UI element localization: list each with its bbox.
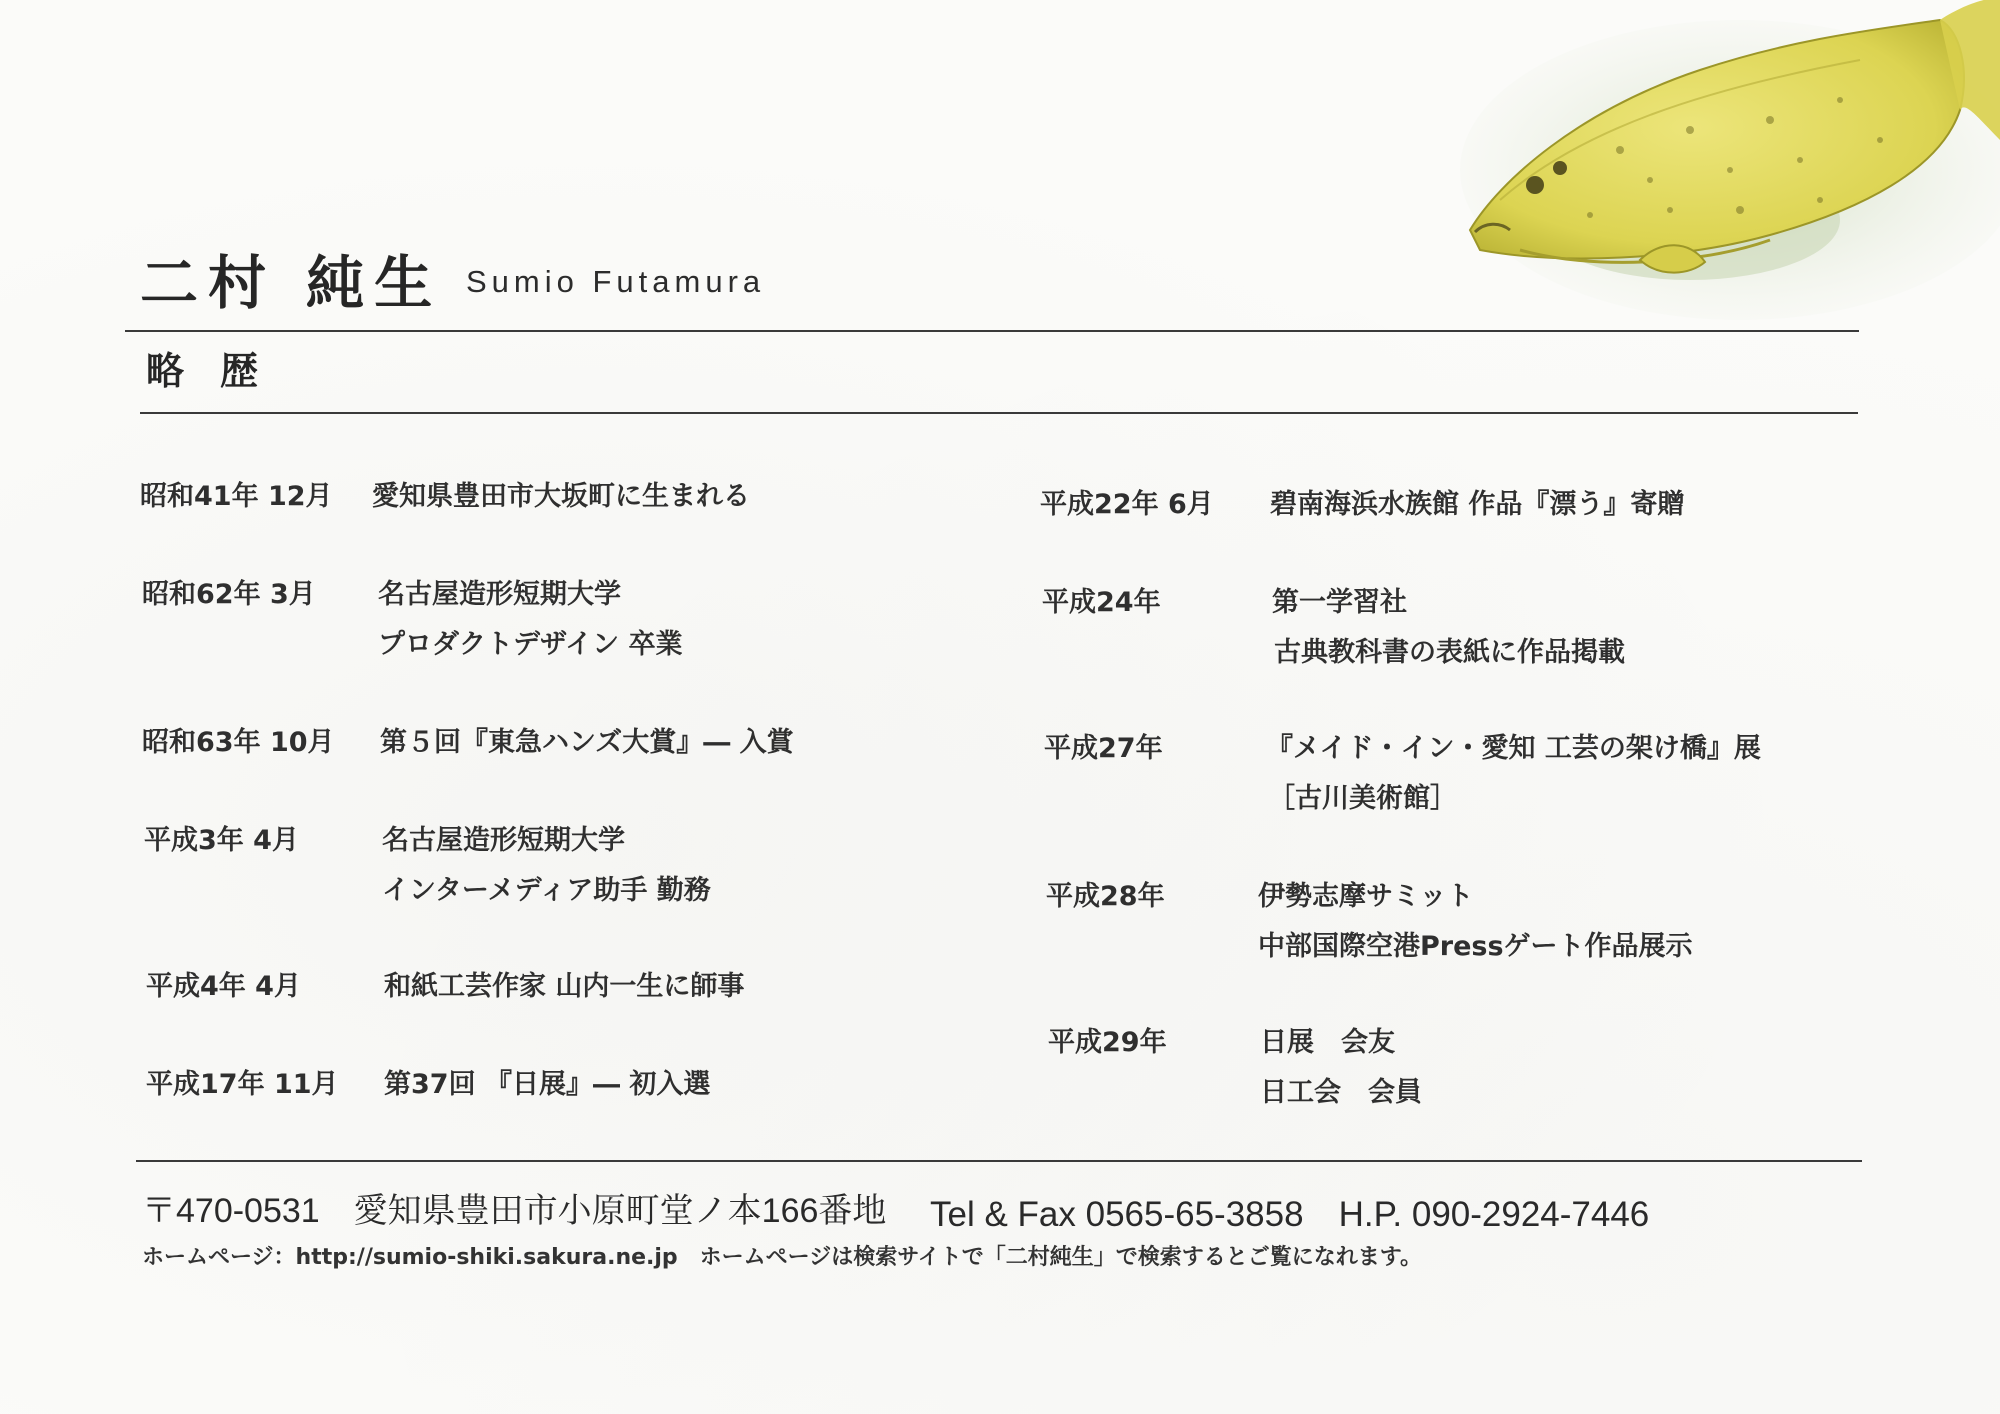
career-text: 日工会 会員 (1260, 1077, 1422, 1108)
career-text: 第37回 『日展』― 初入選 (384, 1069, 711, 1100)
career-date: 平成22年 6月 (1040, 489, 1214, 520)
name-japanese: 二村 純生 (140, 249, 443, 317)
career-date: 昭和63年 10月 (142, 727, 335, 758)
career-date: 平成4年 4月 (146, 971, 301, 1002)
career-text: 第一学習社 (1272, 587, 1407, 618)
section-divider (140, 412, 1858, 414)
flounder-fish-icon (1440, 0, 2000, 330)
career-text: 『メイド・イン・愛知 工芸の架け橋』展 (1266, 733, 1761, 764)
career-date: 平成3年 4月 (144, 825, 299, 856)
career-text: 和紙工芸作家 山内一生に師事 (384, 971, 745, 1002)
career-text: 碧南海浜水族館 作品『漂う』寄贈 (1270, 489, 1685, 520)
phone-contact: Tel & Fax 0565-65-3858 H.P. 090-2924-7446 (930, 1195, 1650, 1234)
career-date: 平成17年 11月 (146, 1069, 339, 1100)
header-divider (125, 330, 1859, 332)
career-text: ［古川美術館］ (1268, 783, 1457, 814)
section-title: 略歴 (146, 349, 295, 393)
career-text: 名古屋造形短期大学 (382, 825, 625, 856)
career-text: 日展 会友 (1260, 1027, 1395, 1058)
homepage-note: ホームページ：http://sumio-shiki.sakura.ne.jp ホームページは検索サイトで「二村純生」で検索するとご覧になれます。 (142, 1245, 1422, 1270)
career-date: 昭和62年 3月 (142, 579, 316, 610)
career-text: 名古屋造形短期大学 (378, 579, 621, 610)
postal-address: 〒470-0531 愛知県豊田市小原町堂ノ本166番地 (142, 1192, 887, 1230)
career-date: 昭和41年 12月 (140, 481, 333, 512)
name-english: Sumio Futamura (466, 264, 766, 299)
career-text: 愛知県豊田市大坂町に生まれる (372, 481, 750, 512)
footer-divider (136, 1160, 1862, 1162)
career-date: 平成29年 (1048, 1027, 1167, 1058)
career-text: 古典教科書の表紙に作品掲載 (1274, 637, 1625, 668)
career-text: 中部国際空港Pressゲート作品展示 (1258, 931, 1693, 962)
career-text: 第５回『東急ハンズ大賞』― 入賞 (380, 727, 794, 758)
career-date: 平成24年 (1042, 587, 1161, 618)
career-date: 平成28年 (1046, 881, 1165, 912)
career-text: インターメディア助手 勤務 (382, 875, 711, 906)
career-text: 伊勢志摩サミット (1258, 881, 1474, 912)
career-date: 平成27年 (1044, 733, 1163, 764)
career-text: プロダクトデザイン 卒業 (378, 629, 683, 660)
